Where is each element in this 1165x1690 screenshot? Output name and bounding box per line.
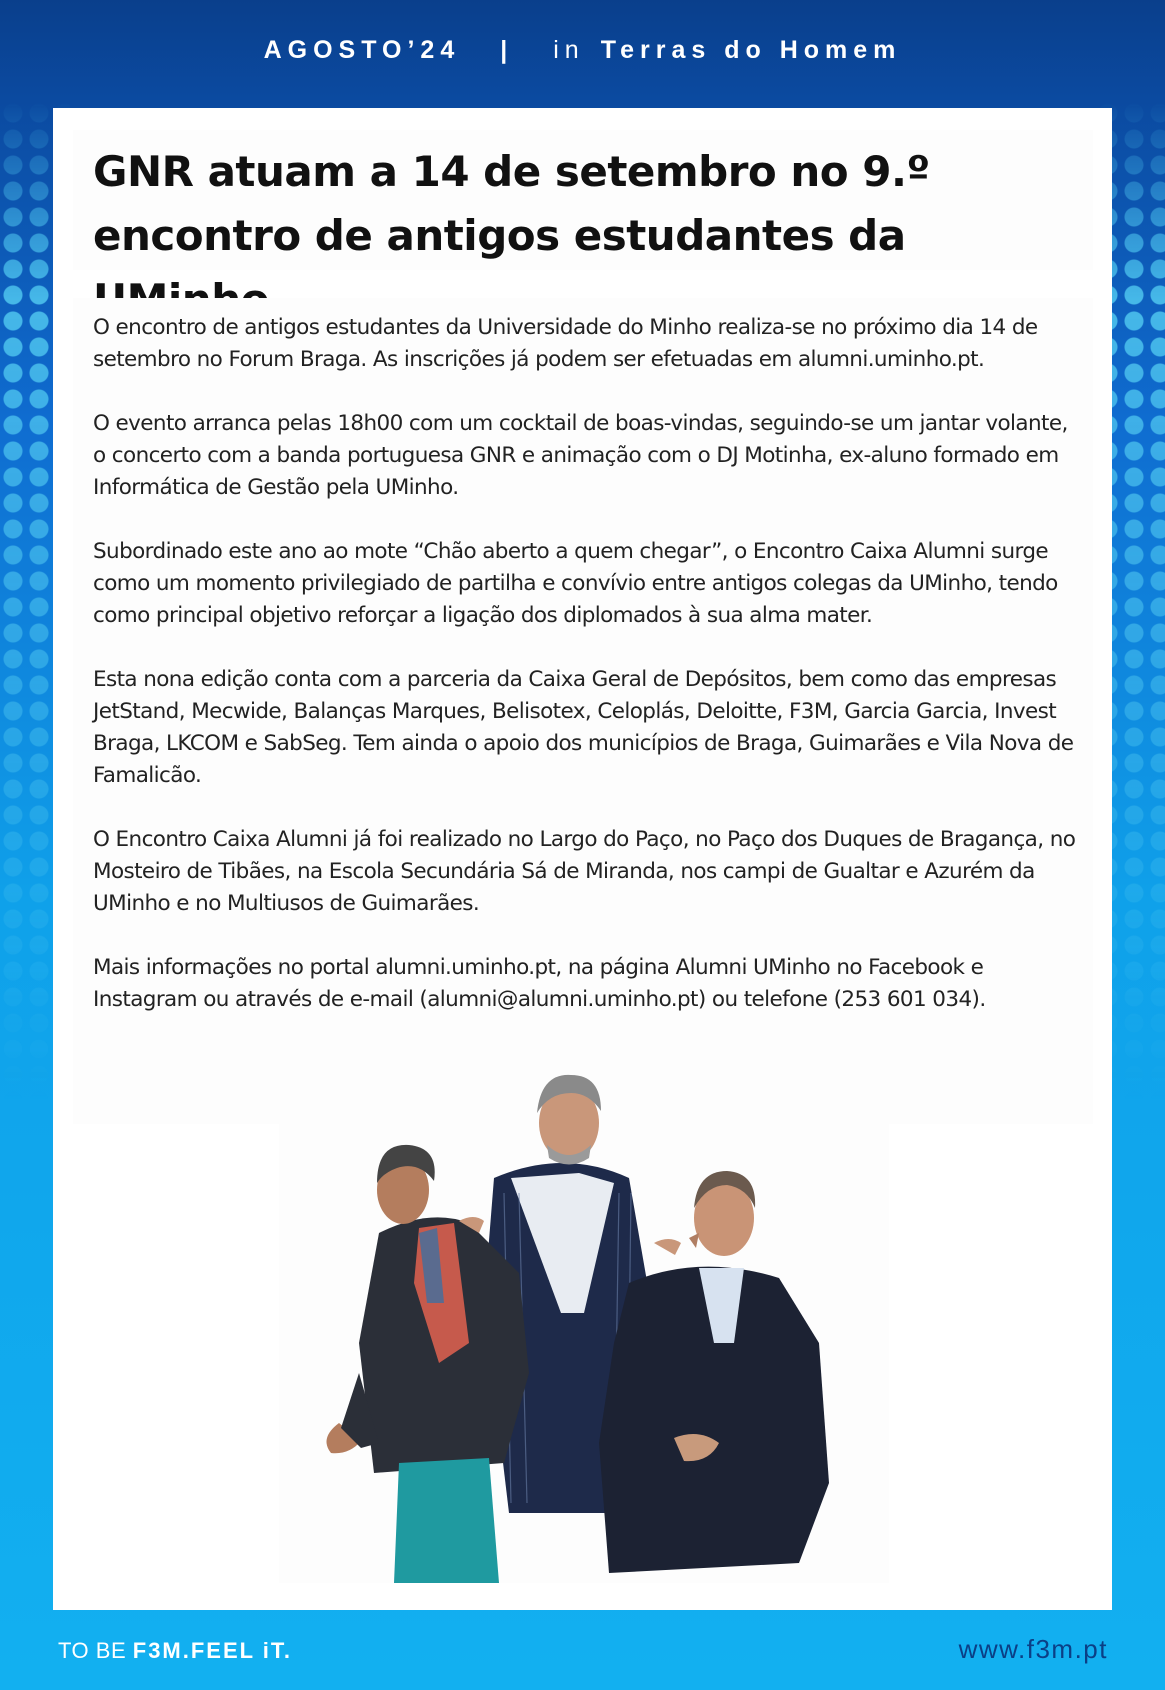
- article-card: [53, 108, 1112, 1610]
- newsletter-header: [0, 0, 1165, 100]
- band-photo-illustration: [279, 1043, 889, 1583]
- article-title-line-2: encontro de antigos estudantes da: [93, 211, 906, 260]
- article-paragraph: Mais informações no portal alumni.uminho.pt, na página Alumni UMinho no Facebook e Instagram ou através de e-mail (alumni@alumni.uminho.pt) ou telefone (253 601 034).: [93, 955, 986, 1012]
- article-paragraph: O encontro de antigos estudantes da Universidade do Minho realiza-se no próximo dia 14 de setembro no Forum Braga. As inscrições já podem ser efetuadas em alumni.uminho.pt.: [93, 315, 1038, 372]
- article-paragraph: Subordinado este ano ao mote “Chão aberto a quem chegar”, o Encontro Caixa Alumni surge como um momento privilegiado de partilha e convívio entre antigos colegas da UMinho, tendo como principal objetivo reforçar a ligação dos diplomados à sua alma mater.: [93, 539, 1058, 628]
- website-link[interactable]: www.f3m.pt: [958, 1634, 1108, 1664]
- article-title-box: [73, 130, 1093, 270]
- slogan-brand: F3M.FEEL iT.: [132, 1638, 293, 1663]
- article-paragraph: Esta nona edição conta com a parceria da Caixa Geral de Depósitos, bem como das empresas JetStand, Mecwide, Balanças Marques, Belisotex, Celoplás, Deloitte, F3M, Garcia Garcia, Invest Braga, LKCOM e SabSeg. Tem ainda o apoio dos municípios de Braga, Guimarães e Vila Nova de Famalicão.: [93, 667, 1074, 788]
- header-in-label: in: [553, 35, 585, 64]
- article-body: [73, 298, 1093, 1124]
- article-paragraph: O evento arranca pelas 18h00 com um cocktail de boas-vindas, seguindo-se um jantar volante, o concerto com a banda portuguesa GNR e animação com o DJ Motinha, ex-aluno formado em Informática de Gestão pela UMinho.: [93, 411, 1068, 500]
- band-photo: [279, 1043, 889, 1583]
- footer-slogan: [58, 1638, 292, 1664]
- header-separator: |: [500, 35, 514, 64]
- section-name: Terras do Homem: [600, 35, 902, 64]
- slogan-prefix: TO BE: [58, 1638, 127, 1663]
- article-paragraph: O Encontro Caixa Alumni já foi realizado no Largo do Paço, no Paço dos Duques de Bragança, no Mosteiro de Tibães, na Escola Secundária Sá de Miranda, nos campi de Gualtar e Azurém da UMinho e no Multiusos de Guimarães.: [93, 827, 1076, 916]
- issue-month: AGOSTO’24: [263, 35, 461, 64]
- article-title-line-1: GNR atuam a 14 de setembro no 9.º: [93, 147, 930, 196]
